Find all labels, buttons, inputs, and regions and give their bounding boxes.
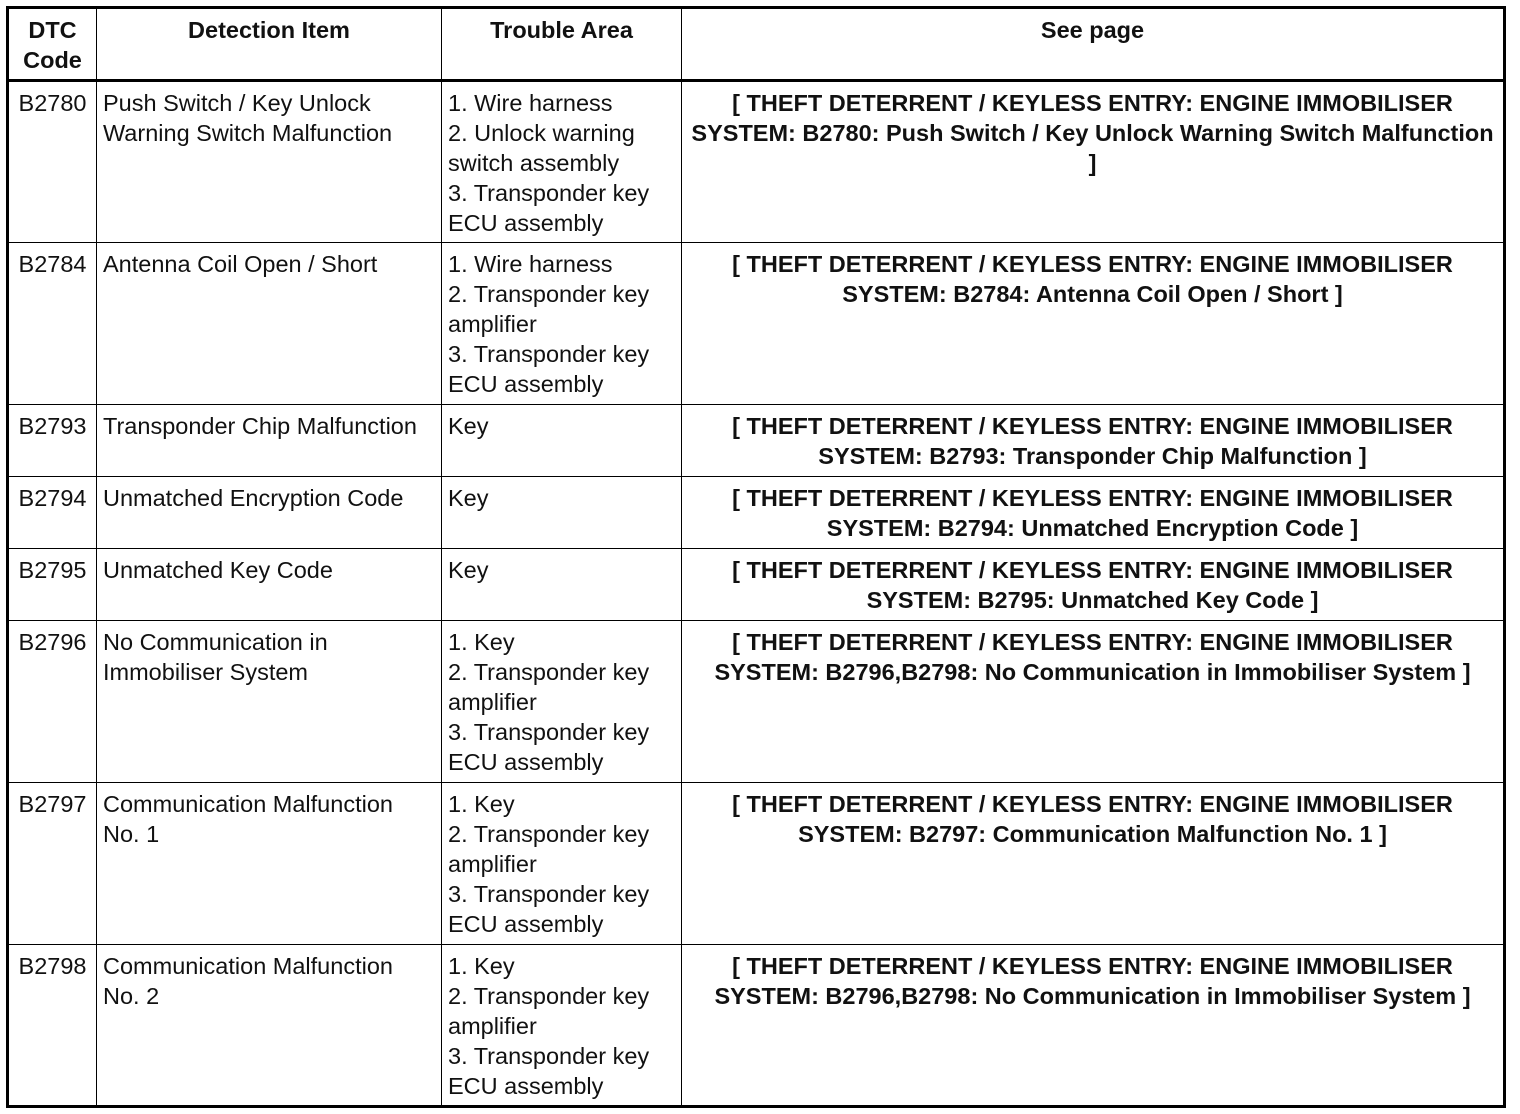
trouble-area-line: Key [448, 557, 489, 583]
header-detection-item: Detection Item [97, 8, 442, 81]
trouble-area-line: 3. Transponder key ECU assembly [448, 881, 650, 937]
trouble-area-line: 2. Transponder key amplifier [448, 659, 650, 715]
trouble-area-line: 3. Transponder key ECU assembly [448, 719, 650, 775]
see-page-link[interactable]: [ THEFT DETERRENT / KEYLESS ENTRY: ENGINE IMMOBILISER SYSTEM: B2797: Communication Malfunction No. 1 ] [682, 783, 1505, 945]
header-row [8, 8, 1505, 81]
dtc-code-cell: B2797 [8, 783, 97, 945]
table-row [8, 243, 1505, 405]
trouble-area-line: Key [448, 485, 489, 511]
see-page-link[interactable]: [ THEFT DETERRENT / KEYLESS ENTRY: ENGINE IMMOBILISER SYSTEM: B2796,B2798: No Communication in Immobiliser System ] [682, 945, 1505, 1107]
header-dtc-code-line1: DTC [28, 17, 77, 43]
trouble-area-line: 3. Transponder key ECU assembly [448, 1043, 650, 1099]
see-page-link[interactable]: [ THEFT DETERRENT / KEYLESS ENTRY: ENGINE IMMOBILISER SYSTEM: B2780: Push Switch / Key Unlock Warning Switch Malfunction ] [682, 81, 1505, 243]
dtc-code-cell: B2795 [8, 549, 97, 621]
trouble-area-line: 1. Key [448, 953, 515, 979]
table-body [8, 81, 1505, 1107]
dtc-code-cell: B2796 [8, 621, 97, 783]
table-row [8, 549, 1505, 621]
trouble-area-cell [442, 549, 682, 621]
trouble-area-line: 3. Transponder key ECU assembly [448, 180, 650, 236]
header-see-page: See page [682, 8, 1505, 81]
table-row [8, 621, 1505, 783]
trouble-area-line: 2. Transponder key amplifier [448, 281, 650, 337]
detection-item-cell: No Communication in Immobiliser System [97, 621, 442, 783]
see-page-link[interactable]: [ THEFT DETERRENT / KEYLESS ENTRY: ENGINE IMMOBILISER SYSTEM: B2796,B2798: No Communication in Immobiliser System ] [682, 621, 1505, 783]
detection-item-cell: Communication Malfunction No. 2 [97, 945, 442, 1107]
detection-item-cell: Transponder Chip Malfunction [97, 405, 442, 477]
see-page-link[interactable]: [ THEFT DETERRENT / KEYLESS ENTRY: ENGINE IMMOBILISER SYSTEM: B2793: Transponder Chip Malfunction ] [682, 405, 1505, 477]
header-dtc-code [8, 8, 97, 81]
trouble-area-line: Key [448, 413, 489, 439]
detection-item-cell: Unmatched Key Code [97, 549, 442, 621]
table-row [8, 783, 1505, 945]
trouble-area-line: 3. Transponder key ECU assembly [448, 341, 650, 397]
see-page-link[interactable]: [ THEFT DETERRENT / KEYLESS ENTRY: ENGINE IMMOBILISER SYSTEM: B2794: Unmatched Encryption Code ] [682, 477, 1505, 549]
trouble-area-cell [442, 243, 682, 405]
dtc-code-cell: B2794 [8, 477, 97, 549]
detection-item-cell: Push Switch / Key Unlock Warning Switch Malfunction [97, 81, 442, 243]
dtc-table [6, 6, 1506, 1108]
trouble-area-line: 1. Wire harness [448, 90, 613, 116]
dtc-code-cell: B2793 [8, 405, 97, 477]
trouble-area-line: 2. Unlock warning switch assembly [448, 120, 635, 176]
dtc-code-cell: B2784 [8, 243, 97, 405]
see-page-link[interactable]: [ THEFT DETERRENT / KEYLESS ENTRY: ENGINE IMMOBILISER SYSTEM: B2795: Unmatched Key Code ] [682, 549, 1505, 621]
header-trouble-area: Trouble Area [442, 8, 682, 81]
trouble-area-cell [442, 783, 682, 945]
table-row [8, 81, 1505, 243]
trouble-area-line: 2. Transponder key amplifier [448, 983, 650, 1039]
see-page-link[interactable]: [ THEFT DETERRENT / KEYLESS ENTRY: ENGINE IMMOBILISER SYSTEM: B2784: Antenna Coil Open / Short ] [682, 243, 1505, 405]
trouble-area-line: 2. Transponder key amplifier [448, 821, 650, 877]
table-row [8, 405, 1505, 477]
trouble-area-cell [442, 621, 682, 783]
trouble-area-cell [442, 405, 682, 477]
trouble-area-line: 1. Key [448, 791, 515, 817]
detection-item-cell: Communication Malfunction No. 1 [97, 783, 442, 945]
dtc-code-cell: B2780 [8, 81, 97, 243]
trouble-area-cell [442, 945, 682, 1107]
table-row [8, 945, 1505, 1107]
table-row [8, 477, 1505, 549]
trouble-area-cell [442, 477, 682, 549]
trouble-area-line: 1. Wire harness [448, 251, 613, 277]
detection-item-cell: Unmatched Encryption Code [97, 477, 442, 549]
detection-item-cell: Antenna Coil Open / Short [97, 243, 442, 405]
trouble-area-cell [442, 81, 682, 243]
trouble-area-line: 1. Key [448, 629, 515, 655]
dtc-code-cell: B2798 [8, 945, 97, 1107]
header-dtc-code-line2: Code [23, 47, 82, 73]
